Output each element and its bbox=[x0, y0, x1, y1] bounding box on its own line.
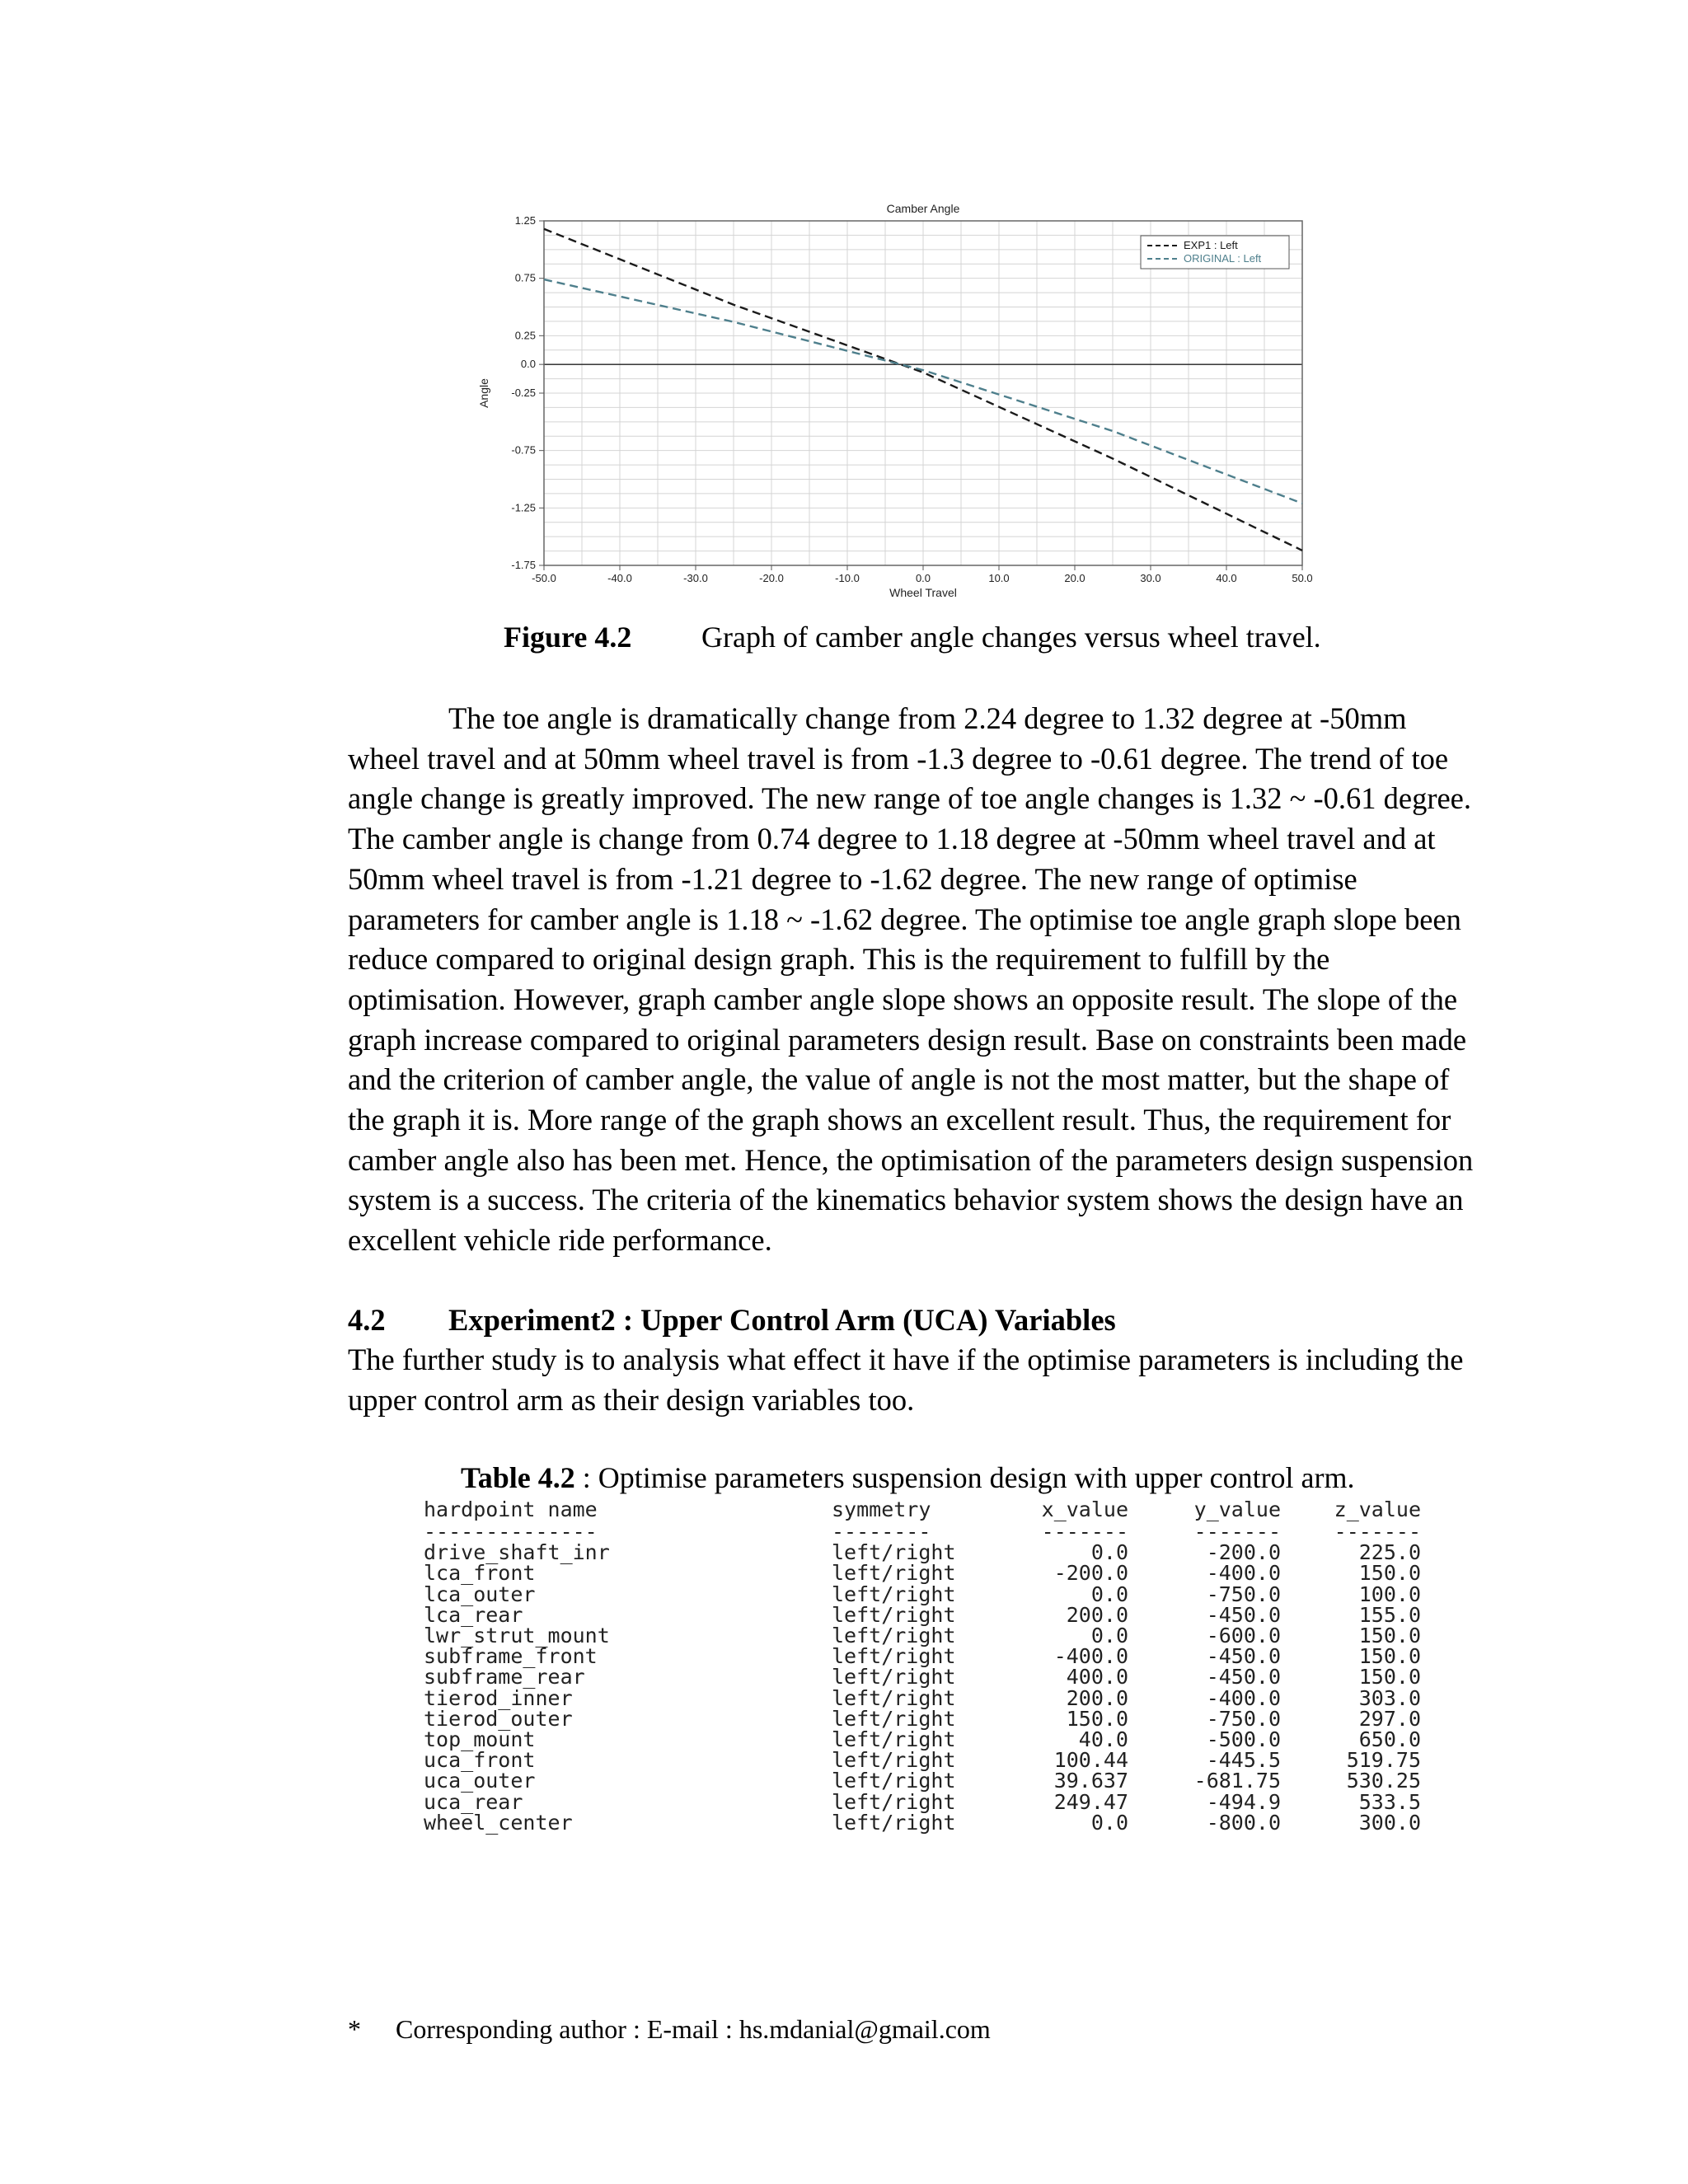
cell-symmetry: left/right bbox=[832, 1727, 956, 1752]
cell-z-value: 150.0 bbox=[1358, 1561, 1421, 1586]
y-tick-label: 0.25 bbox=[514, 329, 536, 342]
x-tick-label: 10.0 bbox=[988, 572, 1010, 584]
paragraph-line: and the criterion of camber angle, the value of angle is not the most matter, but the shape of bbox=[348, 1062, 1450, 1097]
paragraph-line: graph increase compared to original parameters design result. Base on constraints been made bbox=[348, 1022, 1467, 1057]
cell-z-value: 530.25 bbox=[1346, 1769, 1421, 1793]
cell-y-value: -200.0 bbox=[1206, 1540, 1281, 1565]
x-tick-label: -10.0 bbox=[835, 572, 860, 584]
chart-title: Camber Angle bbox=[886, 202, 960, 215]
cell-y-value: -500.0 bbox=[1206, 1727, 1281, 1752]
column-header-y: y_value bbox=[1193, 1497, 1281, 1522]
legend-label-original: ORIGINAL : Left bbox=[1184, 252, 1262, 265]
table-row bbox=[424, 1646, 1421, 1666]
table-row bbox=[424, 1770, 1421, 1791]
cell-hardpoint-name: subframe_front bbox=[424, 1644, 598, 1669]
cell-hardpoint-name: wheel_center bbox=[424, 1810, 573, 1835]
y-tick-label: 1.25 bbox=[514, 214, 536, 227]
cell-symmetry: left/right bbox=[832, 1644, 956, 1669]
table-row bbox=[424, 1625, 1421, 1646]
cell-x-value: 249.47 bbox=[1053, 1789, 1128, 1814]
section-heading bbox=[348, 1301, 1116, 1340]
cell-hardpoint-name: lca_front bbox=[424, 1561, 536, 1586]
figure-caption-text: Graph of camber angle changes versus wheel travel. bbox=[701, 621, 1321, 654]
cell-hardpoint-name: tierod_inner bbox=[424, 1685, 573, 1710]
hardpoint-table bbox=[424, 1498, 1421, 1833]
cell-z-value: 650.0 bbox=[1358, 1727, 1421, 1752]
cell-hardpoint-name: uca_front bbox=[424, 1748, 536, 1773]
cell-y-value: -750.0 bbox=[1206, 1706, 1281, 1731]
cell-hardpoint-name: tierod_outer bbox=[424, 1706, 573, 1731]
cell-z-value: 519.75 bbox=[1346, 1748, 1421, 1773]
camber-angle-chart bbox=[462, 198, 1368, 614]
cell-symmetry: left/right bbox=[832, 1769, 956, 1793]
y-axis-ticks bbox=[511, 214, 544, 571]
cell-y-value: -600.0 bbox=[1206, 1624, 1281, 1648]
table-row bbox=[424, 1563, 1421, 1583]
x-tick-label: 0.0 bbox=[915, 572, 931, 584]
cell-x-value: 0.0 bbox=[1090, 1810, 1128, 1835]
cell-z-value: 225.0 bbox=[1358, 1540, 1421, 1565]
paragraph-line: optimisation. However, graph camber angle slope shows an opposite result. The slope of the bbox=[348, 982, 1458, 1016]
table-body bbox=[424, 1542, 1421, 1833]
rule: ------- bbox=[1193, 1520, 1281, 1544]
x-tick-label: -20.0 bbox=[759, 572, 784, 584]
rule: ------- bbox=[1041, 1520, 1128, 1544]
x-axis-ticks bbox=[532, 565, 1312, 584]
x-tick-label: -40.0 bbox=[607, 572, 632, 584]
cell-x-value: 200.0 bbox=[1066, 1685, 1128, 1710]
cell-z-value: 150.0 bbox=[1358, 1665, 1421, 1690]
legend-label-exp1: EXP1 : Left bbox=[1184, 239, 1238, 251]
x-tick-label: 50.0 bbox=[1292, 572, 1313, 584]
cell-z-value: 150.0 bbox=[1358, 1644, 1421, 1669]
cell-symmetry: left/right bbox=[832, 1561, 956, 1586]
cell-symmetry: left/right bbox=[832, 1582, 956, 1606]
cell-y-value: -400.0 bbox=[1206, 1561, 1281, 1586]
paragraph-line: angle change is greatly improved. The new range of toe angle changes is 1.32 ~ -0.61 degree. bbox=[348, 781, 1472, 816]
cell-x-value: 200.0 bbox=[1066, 1602, 1128, 1627]
table-row bbox=[424, 1812, 1421, 1833]
paragraph-line: the graph it is. More range of the graph shows an excellent result. Thus, the requirement for bbox=[348, 1103, 1451, 1137]
cell-x-value: 400.0 bbox=[1066, 1665, 1128, 1690]
table-row bbox=[424, 1792, 1421, 1812]
cell-x-value: 150.0 bbox=[1066, 1706, 1128, 1731]
paragraph-line: reduce compared to original design graph. This is the requirement to fulfill by the bbox=[348, 942, 1330, 977]
rule: ------- bbox=[1334, 1520, 1421, 1544]
paragraph-line: The toe angle is dramatically change from 2.24 degree to 1.32 degree at -50mm bbox=[448, 701, 1407, 735]
cell-y-value: -400.0 bbox=[1206, 1685, 1281, 1710]
cell-x-value: 100.44 bbox=[1053, 1748, 1128, 1773]
section-paragraph bbox=[348, 1340, 1485, 1420]
paragraph-line: The camber angle is change from 0.74 degree to 1.18 degree at -50mm wheel travel and at bbox=[348, 822, 1436, 856]
x-tick-label: -50.0 bbox=[532, 572, 556, 584]
footnote-text: Corresponding author : E-mail : hs.mdanial@gmail.com bbox=[396, 2014, 991, 2044]
cell-z-value: 533.5 bbox=[1358, 1789, 1421, 1814]
cell-y-value: -494.9 bbox=[1206, 1789, 1281, 1814]
cell-x-value: 40.0 bbox=[1078, 1727, 1128, 1752]
y-tick-label: 0.75 bbox=[514, 271, 536, 284]
cell-hardpoint-name: top_mount bbox=[424, 1727, 536, 1752]
table-row bbox=[424, 1605, 1421, 1625]
cell-y-value: -450.0 bbox=[1206, 1602, 1281, 1627]
cell-symmetry: left/right bbox=[832, 1540, 956, 1565]
table-row bbox=[424, 1584, 1421, 1605]
paragraph-line: wheel travel and at 50mm wheel travel is from -1.3 degree to -0.61 degree. The trend of toe bbox=[348, 741, 1449, 776]
cell-hardpoint-name: uca_outer bbox=[424, 1769, 536, 1793]
table-row bbox=[424, 1688, 1421, 1708]
column-header-symmetry: symmetry bbox=[832, 1497, 931, 1522]
cell-symmetry: left/right bbox=[832, 1706, 956, 1731]
cell-symmetry: left/right bbox=[832, 1665, 956, 1690]
y-tick-label: -1.25 bbox=[511, 501, 536, 514]
cell-z-value: 303.0 bbox=[1358, 1685, 1421, 1710]
cell-hardpoint-name: subframe_rear bbox=[424, 1665, 585, 1690]
section-number: 4.2 bbox=[348, 1303, 386, 1337]
cell-z-value: 150.0 bbox=[1358, 1624, 1421, 1648]
cell-x-value: 0.0 bbox=[1090, 1624, 1128, 1648]
paragraph-line: system is a success. The criteria of the kinematics behavior system shows the design have an bbox=[348, 1183, 1464, 1217]
cell-x-value: 0.0 bbox=[1090, 1540, 1128, 1565]
column-header-name: hardpoint name bbox=[424, 1497, 598, 1522]
table-row bbox=[424, 1708, 1421, 1729]
cell-hardpoint-name: lca_outer bbox=[424, 1582, 536, 1606]
table-row bbox=[424, 1750, 1421, 1770]
x-tick-label: 40.0 bbox=[1216, 572, 1237, 584]
cell-y-value: -450.0 bbox=[1206, 1665, 1281, 1690]
cell-y-value: -445.5 bbox=[1206, 1748, 1281, 1773]
cell-y-value: -800.0 bbox=[1206, 1810, 1281, 1835]
rule: -------------- bbox=[424, 1520, 598, 1544]
table-row bbox=[424, 1666, 1421, 1687]
y-tick-label: -0.75 bbox=[511, 443, 536, 457]
footnote bbox=[348, 2014, 991, 2045]
paragraph-line: excellent vehicle ride performance. bbox=[348, 1223, 772, 1258]
figure-label: Figure 4.2 bbox=[504, 621, 632, 654]
cell-symmetry: left/right bbox=[832, 1685, 956, 1710]
cell-y-value: -450.0 bbox=[1206, 1644, 1281, 1669]
y-tick-label: -0.25 bbox=[511, 387, 536, 399]
table-caption-text: : Optimise parameters suspension design with upper control arm. bbox=[582, 1461, 1355, 1494]
x-tick-label: 20.0 bbox=[1064, 572, 1085, 584]
table-row bbox=[424, 1542, 1421, 1563]
rule: -------- bbox=[832, 1520, 931, 1544]
cell-z-value: 155.0 bbox=[1358, 1602, 1421, 1627]
paragraph-line: camber angle also has been met. Hence, the optimisation of the parameters design suspension bbox=[348, 1142, 1474, 1177]
cell-z-value: 100.0 bbox=[1358, 1582, 1421, 1606]
table-caption bbox=[461, 1460, 1355, 1495]
paragraph-line: parameters for camber angle is 1.18 ~ -1.62 degree. The optimise toe angle graph slope been bbox=[348, 902, 1461, 936]
cell-z-value: 300.0 bbox=[1358, 1810, 1421, 1835]
section-title: Experiment2 : Upper Control Arm (UCA) Variables bbox=[448, 1303, 1116, 1337]
y-tick-label: 0.0 bbox=[520, 358, 536, 371]
cell-symmetry: left/right bbox=[832, 1789, 956, 1814]
cell-y-value: -750.0 bbox=[1206, 1582, 1281, 1606]
table-rule-row bbox=[424, 1521, 1421, 1542]
cell-hardpoint-name: lwr_strut_mount bbox=[424, 1624, 610, 1648]
cell-x-value: -400.0 bbox=[1053, 1644, 1128, 1669]
cell-symmetry: left/right bbox=[832, 1624, 956, 1648]
cell-x-value: 0.0 bbox=[1090, 1582, 1128, 1606]
cell-y-value: -681.75 bbox=[1193, 1769, 1281, 1793]
cell-x-value: -200.0 bbox=[1053, 1561, 1128, 1586]
cell-symmetry: left/right bbox=[832, 1602, 956, 1627]
cell-symmetry: left/right bbox=[832, 1810, 956, 1835]
cell-hardpoint-name: drive_shaft_inr bbox=[424, 1540, 610, 1565]
x-axis-label: Wheel Travel bbox=[889, 586, 957, 599]
body-paragraph bbox=[348, 699, 1485, 1261]
column-header-x: x_value bbox=[1041, 1497, 1128, 1522]
section-paragraph-line: The further study is to analysis what effect it have if the optimise parameters is including the bbox=[348, 1343, 1464, 1376]
cell-symmetry: left/right bbox=[832, 1748, 956, 1773]
table-label: Table 4.2 bbox=[461, 1461, 575, 1494]
cell-hardpoint-name: uca_rear bbox=[424, 1789, 523, 1814]
paragraph-line: 50mm wheel travel is from -1.21 degree to -1.62 degree. The new range of optimise bbox=[348, 861, 1357, 896]
column-header-z: z_value bbox=[1334, 1497, 1421, 1522]
chart-grid bbox=[544, 221, 1302, 565]
cell-z-value: 297.0 bbox=[1358, 1706, 1421, 1731]
y-tick-label: -1.75 bbox=[511, 559, 536, 571]
cell-hardpoint-name: lca_rear bbox=[424, 1602, 523, 1627]
x-tick-label: -30.0 bbox=[683, 572, 708, 584]
y-axis-label: Angle bbox=[477, 378, 490, 408]
x-tick-label: 30.0 bbox=[1140, 572, 1161, 584]
footnote-marker: * bbox=[348, 2014, 361, 2044]
table-header-row bbox=[424, 1498, 1421, 1521]
table-row bbox=[424, 1729, 1421, 1750]
section-paragraph-line: upper control arm as their design variables too. bbox=[348, 1382, 915, 1417]
chart-legend bbox=[1141, 236, 1289, 269]
cell-x-value: 39.637 bbox=[1053, 1769, 1128, 1793]
